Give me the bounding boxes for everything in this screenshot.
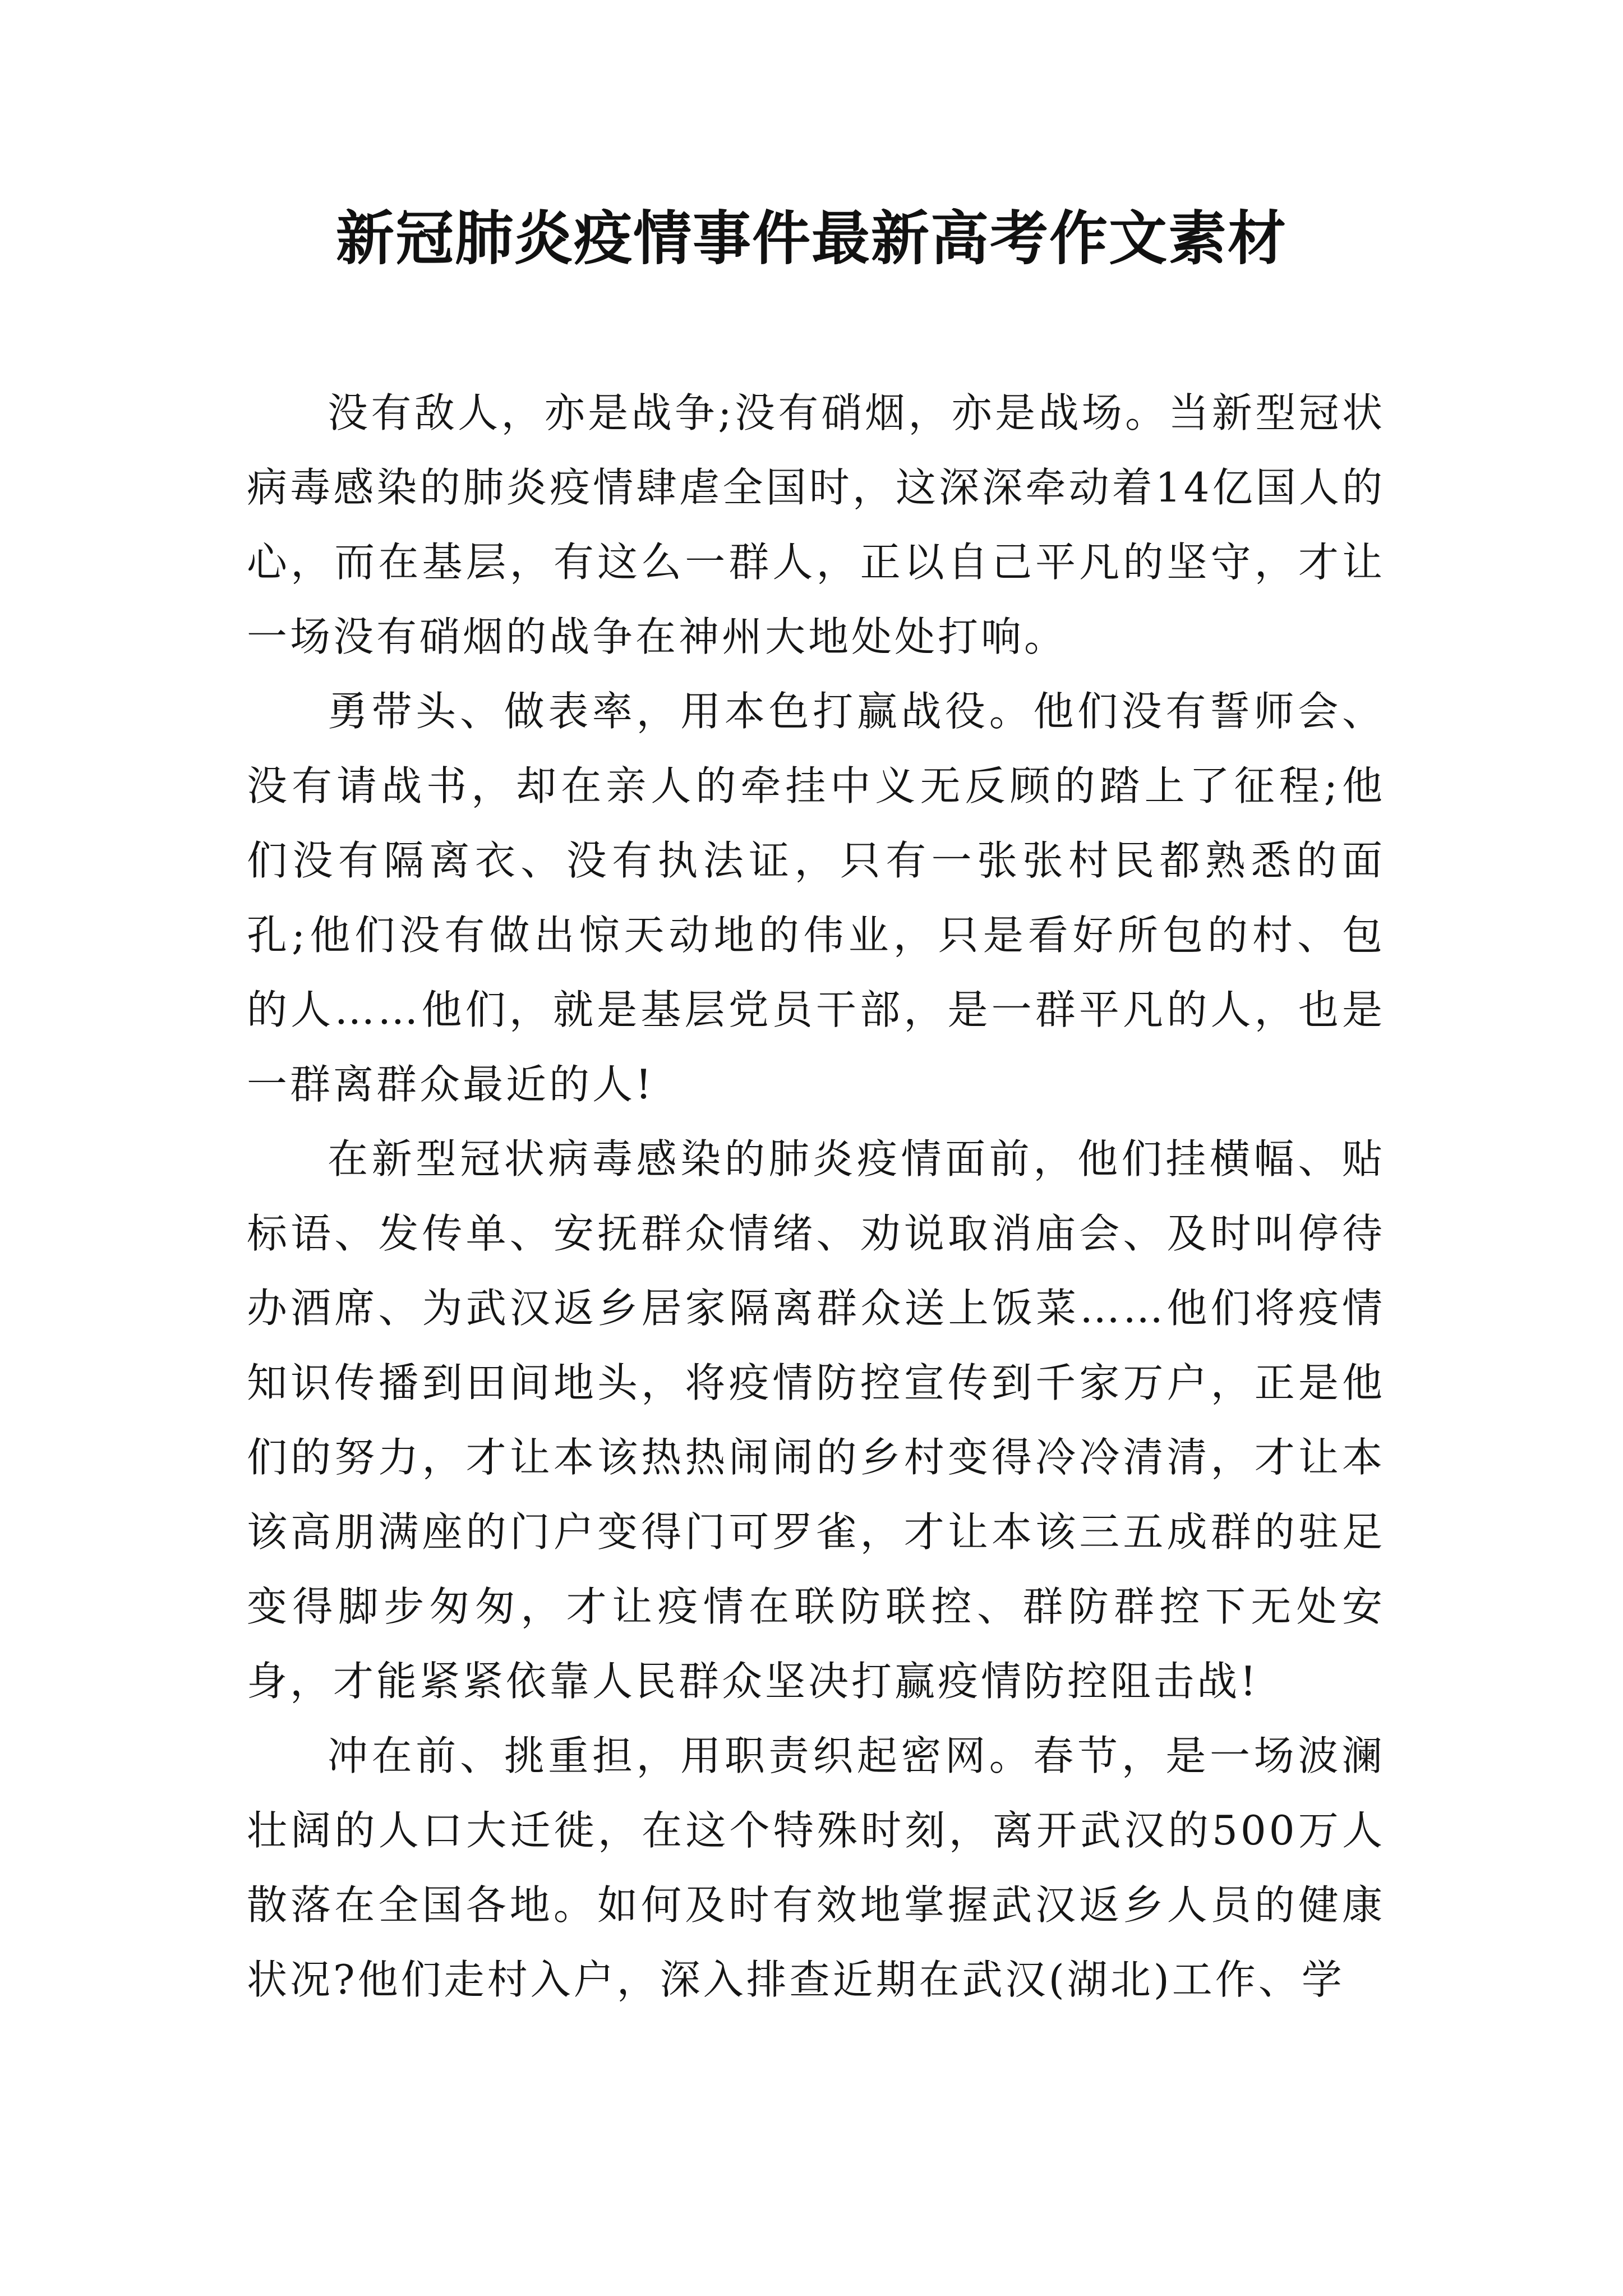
document-title: 新冠肺炎疫情事件最新高考作文素材 [335,204,1287,273]
paragraph-2: 勇带头、做表率，用本色打赢战役。他们没有誓师会、没有请战书，却在亲人的牵挂中义无反顾的踏上了征程;他们没有隔离衣、没有执法证，只有一张张村民都熟悉的面孔;他们没有做出惊天动地的伟业，只是看好所包的村、包的人……他们，就是基层党员干部，是一群平凡的人，也是一群离群众最近的人! [247,688,1385,1108]
document-body [247,376,1385,2017]
paragraph-1: 没有敌人，亦是战争;没有硝烟，亦是战场。当新型冠状病毒感染的肺炎疫情肆虐全国时，这深深牵动着14亿国人的心，而在基层，有这么一群人，正以自己平凡的坚守，才让一场没有硝烟的战争在神州大地处处打响。 [247,389,1385,660]
paragraph-4: 冲在前、挑重担，用职责织起密网。春节，是一场波澜壮阔的人口大迁徙，在这个特殊时刻，离开武汉的500万人散落在全国各地。如何及时有效地掌握武汉返乡人员的健康状况?他们走村入户，深入排查近期在武汉(湖北)工作、学 [247,1732,1385,2003]
paragraph-3: 在新型冠状病毒感染的肺炎疫情面前，他们挂横幅、贴标语、发传单、安抚群众情绪、劝说取消庙会、及时叫停待办酒席、为武汉返乡居家隔离群众送上饭菜……他们将疫情知识传播到田间地头，将疫情防控宣传到千家万户，正是他们的努力，才让本该热热闹闹的乡村变得冷冷清清，才让本该高朋满座的门户变得门可罗雀，才让本该三五成群的驻足变得脚步匆匆，才让疫情在联防联控、群防群控下无处安身，才能紧紧依靠人民群众坚决打赢疫情防控阻击战! [247,1135,1385,1705]
